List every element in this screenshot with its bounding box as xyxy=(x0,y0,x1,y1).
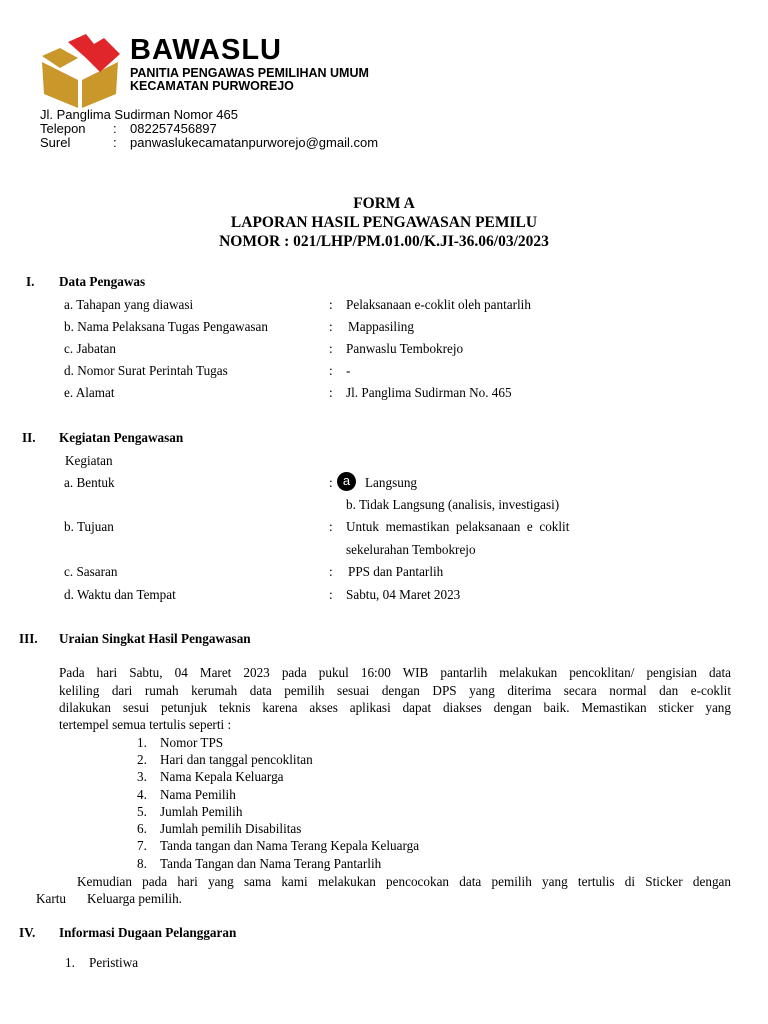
paragraph-line: tertempel semua tertulis seperti : xyxy=(59,717,232,732)
field-value: - xyxy=(346,363,351,378)
paragraph-line: Kemudian pada hari yang sama kami melakukan pencocokan data pemilih yang tertulis di Sticker dengan xyxy=(77,874,731,889)
list-number: 1. xyxy=(65,955,75,970)
field-label: e. Alamat xyxy=(64,385,115,400)
field-label: c. Jabatan xyxy=(64,341,116,356)
field-separator: : xyxy=(329,297,333,312)
field-label: b. Nama Pelaksana Tugas Pengawasan xyxy=(64,319,269,334)
report-title: LAPORAN HASIL PENGAWASAN PEMILU xyxy=(230,214,538,231)
list-number: 8. xyxy=(137,856,147,871)
field-value: Pelaksanaan e-coklit oleh pantarlih xyxy=(346,297,531,312)
list-item: Hari dan tanggal pencoklitan xyxy=(160,752,313,767)
form-title: FORM A xyxy=(353,195,415,212)
field-value-continued: sekelurahan Tembokrejo xyxy=(346,542,476,557)
list-number: 4. xyxy=(137,787,147,802)
field-label: a. Bentuk xyxy=(64,475,115,490)
phone-number: 082257456897 xyxy=(130,121,217,136)
field-separator: : xyxy=(329,587,333,602)
section-heading: Informasi Dugaan Pelanggaran xyxy=(59,925,237,940)
list-number: 1. xyxy=(137,735,147,750)
list-item: Jumlah pemilih Disabilitas xyxy=(160,821,302,836)
field-label: d. Waktu dan Tempat xyxy=(64,587,176,602)
org-address: Jl. Panglima Sudirman Nomor 465 xyxy=(40,107,238,122)
section-number: I. xyxy=(26,274,35,289)
section-number: III. xyxy=(19,631,38,646)
field-label: d. Nomor Surat Perintah Tugas xyxy=(64,363,228,378)
list-item: Tanda tangan dan Nama Terang Kepala Keluarga xyxy=(160,838,420,853)
paragraph-line: dilakukan sesui petunjuk teknis karena akses aplikasi dapat diakses dengan baik. Memastikan sticker yang xyxy=(59,700,731,715)
paragraph-line: Kartu xyxy=(36,891,67,906)
field-separator: : xyxy=(329,519,333,534)
field-value: Mappasiling xyxy=(348,319,414,334)
field-separator: : xyxy=(329,564,333,579)
org-subtitle: PANITIA PENGAWAS PEMILIHAN UMUM xyxy=(130,66,369,80)
field-value: Untuk memastikan pelaksanaan e coklit xyxy=(346,519,570,534)
field-separator: : xyxy=(329,475,333,490)
paragraph-line: keliling dari rumah kerumah data pemilih sesuai dengan DPS yang diterima secara normal dan e-coklit xyxy=(59,683,731,698)
list-number: 6. xyxy=(137,821,147,836)
field-value: Langsung xyxy=(365,475,418,490)
selected-option-marker: a xyxy=(337,472,356,491)
field-value: Panwaslu Tembokrejo xyxy=(346,341,464,356)
section-heading: Uraian Singkat Hasil Pengawasan xyxy=(59,631,251,646)
field-separator: : xyxy=(329,363,333,378)
field-value: PPS dan Pantarlih xyxy=(348,564,444,579)
phone-separator: : xyxy=(113,121,117,136)
list-number: 3. xyxy=(137,769,147,784)
list-number: 5. xyxy=(137,804,147,819)
paragraph-line: Keluarga pemilih. xyxy=(87,891,182,906)
field-separator: : xyxy=(329,319,333,334)
list-item: Nama Kepala Keluarga xyxy=(160,769,284,784)
list-item: Peristiwa xyxy=(89,955,139,970)
section-number: II. xyxy=(22,430,36,445)
section-heading: Data Pengawas xyxy=(59,274,146,289)
email-address: panwaslukecamatanpurworejo@gmail.com xyxy=(130,135,379,150)
field-value: Jl. Panglima Sudirman No. 465 xyxy=(346,385,512,400)
phone-label: Telepon xyxy=(40,121,86,136)
email-separator: : xyxy=(113,135,117,150)
field-label: c. Sasaran xyxy=(64,564,118,579)
subheading: Kegiatan xyxy=(65,453,113,468)
org-district: KECAMATAN PURWOREJO xyxy=(130,79,294,93)
list-item: Nomor TPS xyxy=(160,735,224,750)
list-number: 7. xyxy=(137,838,147,853)
org-name: BAWASLU xyxy=(130,34,282,66)
section-heading: Kegiatan Pengawasan xyxy=(59,430,184,445)
bawaslu-logo xyxy=(38,32,122,110)
list-item: Nama Pemilih xyxy=(160,787,236,802)
list-number: 2. xyxy=(137,752,147,767)
paragraph-line: Pada hari Sabtu, 04 Maret 2023 pada pukul 16:00 WIB pantarlih melakukan pencoklitan/ pengisian data xyxy=(59,665,731,680)
report-number: NOMOR : 021/LHP/PM.01.00/K.JI-36.06/03/2023 xyxy=(219,233,549,250)
field-value-option: b. Tidak Langsung (analisis, investigasi) xyxy=(346,497,560,512)
email-label: Surel xyxy=(40,135,71,150)
list-item: Tanda Tangan dan Nama Terang Pantarlih xyxy=(160,856,382,871)
field-value: Sabtu, 04 Maret 2023 xyxy=(346,587,461,602)
field-separator: : xyxy=(329,341,333,356)
field-label: b. Tujuan xyxy=(64,519,114,534)
field-label: a. Tahapan yang diawasi xyxy=(64,297,194,312)
section-number: IV. xyxy=(19,925,36,940)
list-item: Jumlah Pemilih xyxy=(160,804,243,819)
field-separator: : xyxy=(329,385,333,400)
